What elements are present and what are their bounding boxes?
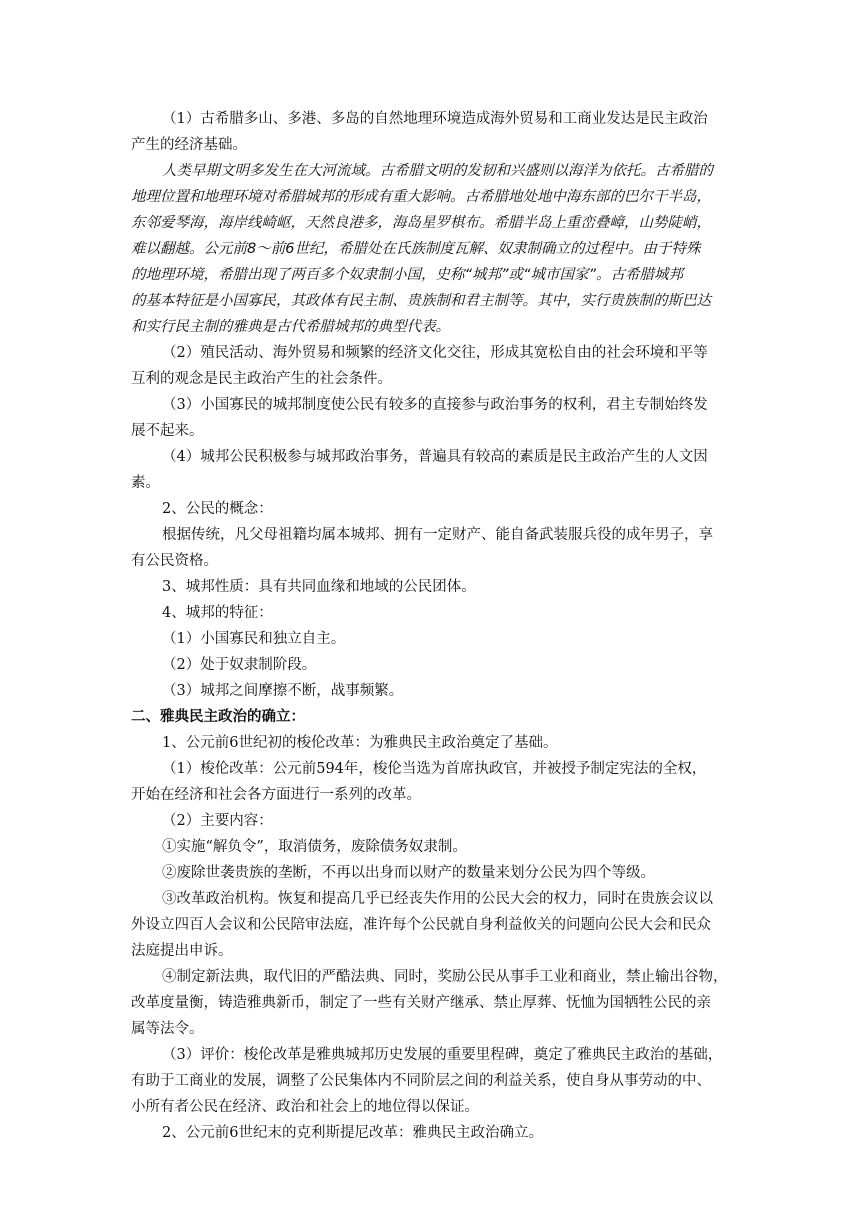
text-line: 人类早期文明多发生在大河流域。古希腊文明的发韧和兴盛则以海洋为依托。古希腊的 — [162, 163, 713, 179]
text-line: 开始在经济和社会各方面进行一系列的改革。 — [131, 787, 421, 803]
text-line: （2）主要内容： — [162, 813, 273, 829]
text-line: （1）古希腊多山、多港、多岛的自然地理环境造成海外贸易和工商业发达是民主政治 — [162, 111, 708, 127]
text-line: 外设立四百人会议和公民陪审法庭，准许每个公民就自身利益攸关的问题向公民大会和民众 — [131, 917, 711, 933]
text-line: （3）评价：梭伦改革是雅典城邦历史发展的重要里程碑，奠定了雅典民主政治的基础， — [162, 1047, 723, 1063]
text-line: 的地理环境，希腊出现了两百多个奴隶制小国，史称“城邦”或“城市国家”。古希腊城邦 — [131, 267, 684, 283]
text-line: 属等法令。 — [131, 1021, 204, 1037]
section-heading: 2、公元前6世纪末的克利斯提尼改革：雅典民主政治确立。 — [162, 1125, 543, 1141]
text-line: 互利的观念是民主政治产生的社会条件。 — [131, 371, 392, 387]
list-item: （3）城邦之间摩擦不断，战事频繁。 — [162, 683, 404, 699]
text-line: 有助于工商业的发展，调整了公民集体内不同阶层之间的利益关系，使自身从事劳动的中、 — [131, 1073, 711, 1089]
list-item: ①实施“解负令”，取消债务，废除债务奴隶制。 — [162, 839, 467, 855]
list-item: ④制定新法典，取代旧的严酷法典、同时，奖励公民从事手工业和商业，禁止输出谷物， — [162, 969, 728, 985]
text-line: （1）梭伦改革：公元前594年，梭伦当选为首席执政官，并被授予制定宪法的全权， — [162, 761, 707, 777]
text-line: 法庭提出申诉。 — [131, 943, 233, 959]
text-line: （3）小国寡民的城邦制度使公民有较多的直接参与政治事务的权利，君主专制始终发 — [162, 397, 708, 413]
chapter-heading: 二、雅典民主政治的确立： — [131, 708, 305, 725]
list-item: ②废除世袭贵族的垄断，不再以出身而以财产的数量来划分公民为四个等级。 — [162, 865, 655, 881]
text-line: 东邻爱琴海，海岸线崎岖，天然良港多，海岛星罗棋布。希腊半岛上重峦叠嶂，山势陡峭， — [131, 215, 711, 231]
text-line: 和实行民主制的雅典是古代希腊城邦的典型代表。 — [131, 319, 450, 335]
text-line: 根据传统，凡父母祖籍均属本城邦、拥有一定财产、能自备武装服兵役的成年男子，享 — [162, 527, 713, 543]
text-line: 小所有者公民在经济、政治和社会上的地位得以保证。 — [131, 1099, 479, 1115]
text-line: 有公民资格。 — [131, 553, 218, 569]
text-line: （4）城邦公民积极参与城邦政治事务，普遍具有较高的素质是民主政治产生的人文因 — [162, 449, 708, 465]
text-line: 改革度量衡，铸造雅典新币，制定了一些有关财产继承、禁止厚葬、怃恤为国牺牲公民的亲 — [131, 995, 711, 1011]
list-item: ③改革政治机构。恢复和提高几乎已经丧失作用的公民大会的权力，同时在贵族会议以 — [162, 891, 713, 907]
section-heading: 3、城邦性质：具有共同血缘和地域的公民团体。 — [162, 579, 476, 595]
section-heading: 1、公元前6世纪初的梭伦改革：为雅典民主政治奠定了基础。 — [162, 735, 558, 751]
section-heading: 4、城邦的特征： — [162, 605, 273, 621]
list-item: （2）处于奴隶制阶段。 — [162, 657, 317, 673]
text-line: 素。 — [131, 475, 160, 491]
text-line: 地理位置和地理环境对希腊城邦的形成有重大影响。古希腊地处地中海东部的巴尔干半岛， — [131, 189, 711, 205]
list-item: （1）小国寡民和独立自主。 — [162, 631, 346, 647]
text-line: 难以翻越。公元前8～前6世纪，希腊处在氏族制度瓦解、奴隶制确立的过程中。由于特殊 — [131, 241, 701, 257]
text-line: 展不起来。 — [131, 423, 204, 439]
text-line: 产生的经济基础。 — [131, 137, 247, 153]
text-line: （2）殖民活动、海外贸易和频繁的经济文化交往，形成其宽松自由的社会环境和平等 — [162, 345, 708, 361]
section-heading: 2、公民的概念： — [162, 501, 273, 517]
text-line: 的基本特征是小国寡民，其政体有民主制、贵族制和君主制等。其中，实行贵族制的斯巴达 — [131, 293, 711, 309]
